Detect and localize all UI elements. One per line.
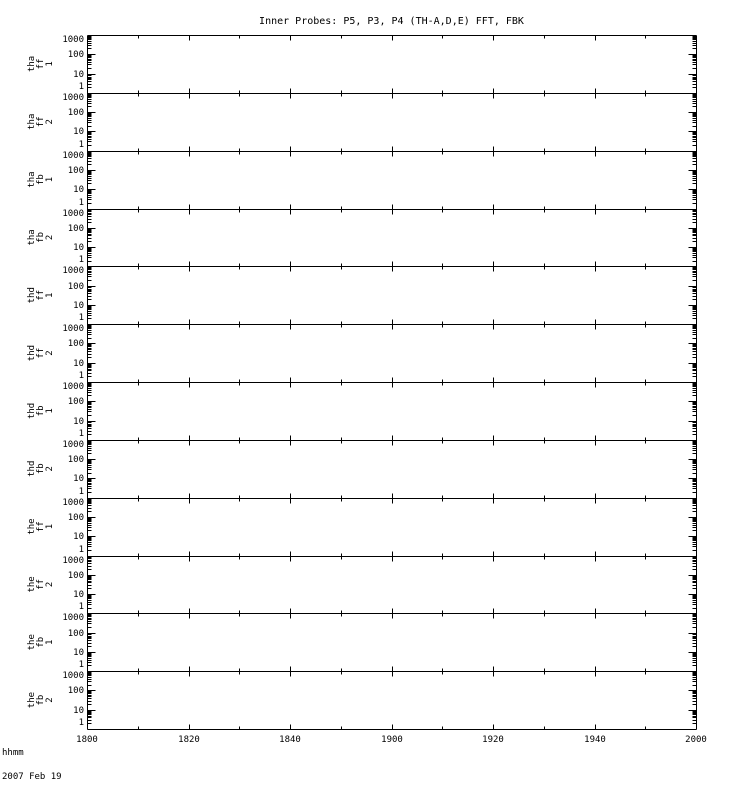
panel-ylabel-line: ff: [36, 58, 47, 70]
y-tick-label: 100: [67, 455, 84, 465]
y-tick-label: 1000: [62, 440, 84, 450]
panel-ylabel-line: tha: [27, 229, 37, 246]
axis-labels: [27, 56, 55, 708]
y-tick-label: 100: [67, 571, 84, 581]
y-tick-label: 10: [73, 127, 84, 137]
y-tick-label: 10: [73, 301, 84, 311]
y-tick-label: 1000: [62, 498, 84, 508]
panel-ylabel-line: 2: [45, 119, 55, 125]
panel-ylabel-line: fb: [36, 636, 46, 648]
y-tick-label: 10: [73, 70, 84, 80]
panel-ylabel-line: tha: [27, 55, 38, 73]
y-tick-label: 1000: [62, 671, 84, 681]
y-tick-label: 1000: [62, 382, 84, 392]
panel-ylabel-line: the: [27, 518, 37, 535]
panel-ylabel-line: 2: [45, 466, 55, 472]
x-tick-label: 1820: [178, 735, 200, 745]
y-tick-label: 10: [73, 243, 84, 253]
y-tick-label: 1: [78, 602, 84, 612]
y-tick-label: 100: [67, 339, 84, 349]
y-tick-label: 100: [67, 224, 84, 234]
panel-ylabel-line: tha: [27, 171, 37, 188]
y-tick-label: 1: [78, 545, 84, 555]
panel-ylabel-line: fb: [36, 231, 46, 243]
y-tick-label: 1: [78, 660, 84, 670]
y-tick-label: 1000: [62, 209, 84, 219]
y-tick-label: 1000: [62, 93, 84, 103]
panel-ylabel-line: the: [27, 576, 37, 593]
panel-ylabel-line: 1: [45, 523, 55, 530]
y-tick-label: 1: [78, 718, 84, 728]
y-tick-label: 1: [78, 313, 84, 323]
panel-ylabel-line: ff: [36, 521, 46, 533]
y-tick-label: 1: [78, 82, 84, 92]
panel-ylabel-line: fb: [36, 694, 46, 706]
panel-ylabel-line: 1: [45, 408, 55, 414]
x-tick-label: 1800: [76, 735, 98, 745]
time-format-label: hhmm: [2, 748, 24, 758]
time-axis-caption: [2, 733, 62, 797]
panel-ylabel-line: 1: [45, 61, 56, 67]
y-tick-label: 10: [73, 706, 84, 716]
x-tick-label: 1840: [279, 735, 301, 745]
y-tick-label: 1: [78, 371, 84, 381]
y-tick-label: 10: [73, 532, 84, 542]
y-tick-label: 100: [67, 629, 84, 639]
y-tick-label: 1000: [62, 35, 84, 45]
y-tick-label: 100: [67, 686, 84, 696]
panel-ylabel-line: ff: [36, 578, 46, 590]
y-tick-label: 1000: [62, 556, 84, 566]
panel-ylabel-line: thd: [27, 287, 37, 304]
y-tick-label: 100: [67, 513, 84, 523]
y-tick-label: 100: [67, 166, 84, 176]
panel-ylabel-line: the: [27, 634, 37, 651]
y-tick-label: 100: [67, 282, 84, 292]
chart-title: Inner Probes: P5, P3, P4 (TH-A,D,E) FFT, FBK: [259, 16, 524, 27]
panel-ylabel-line: thd: [27, 402, 37, 420]
panel-ylabel-line: 1: [45, 176, 55, 183]
y-tick-label: 10: [73, 359, 84, 369]
y-tick-label: 10: [73, 590, 84, 600]
panel-ylabel-line: 2: [45, 350, 55, 356]
panel-ylabel-line: thd: [27, 460, 37, 477]
y-tick-label: 10: [73, 474, 84, 484]
x-tick-label: 2000: [685, 735, 707, 745]
panel-ylabel-line: 1: [45, 639, 55, 645]
panel-ylabel-line: 2: [45, 581, 55, 588]
panel-ylabel-line: 2: [45, 697, 55, 703]
panel-ylabel-line: 1: [45, 292, 55, 298]
y-tick-label: 1000: [62, 151, 84, 161]
panel-ylabel-line: ff: [36, 347, 46, 359]
y-tick-label: 100: [67, 108, 84, 118]
y-tick-label: 1000: [62, 324, 84, 334]
y-tick-label: 100: [67, 50, 84, 60]
panel-ylabel-line: fb: [36, 405, 46, 417]
y-tick-label: 1000: [62, 266, 84, 276]
y-tick-label: 1: [78, 429, 84, 439]
y-tick-label: 1: [78, 255, 84, 265]
panel-ylabel-line: the: [27, 691, 37, 709]
panel-ylabel-line: 2: [45, 234, 55, 241]
y-tick-label: 10: [73, 648, 84, 658]
date-label: 2007 Feb 19: [2, 772, 62, 782]
panel-ylabel-line: ff: [36, 289, 46, 301]
y-tick-label: 1: [78, 140, 84, 150]
y-tick-label: 100: [67, 397, 84, 407]
y-tick-label: 1000: [62, 613, 84, 623]
y-tick-label: 10: [73, 417, 84, 427]
panel-ylabel-line: fb: [36, 463, 46, 475]
panel-ylabel-line: thd: [27, 344, 37, 362]
y-tick-label: 1: [78, 198, 84, 208]
panel-ylabel-line: fb: [36, 174, 46, 186]
panel-ylabel-line: tha: [27, 113, 37, 130]
y-tick-label: 10: [73, 185, 84, 195]
x-tick-label: 1900: [381, 735, 403, 745]
panel-ylabel-line: ff: [36, 116, 46, 128]
y-tick-label: 1: [78, 487, 84, 497]
x-tick-label: 1940: [584, 735, 606, 745]
x-tick-label: 1920: [482, 735, 504, 745]
